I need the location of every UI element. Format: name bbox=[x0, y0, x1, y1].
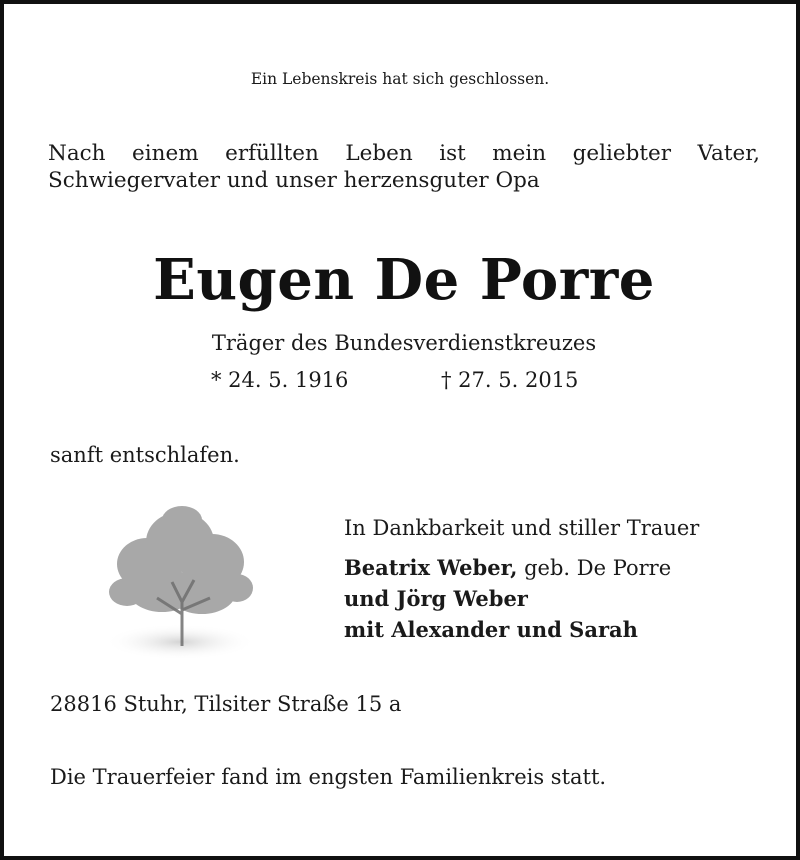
honor-title: Träger des Bundesverdienstkreuzes bbox=[211, 331, 597, 355]
mourner-1 bbox=[344, 555, 671, 580]
thanks-line: In Dankbarkeit und stiller Trauer bbox=[344, 516, 700, 540]
deceased-name: Eugen De Porre bbox=[153, 247, 655, 313]
mourner-1-rest: geb. De Porre bbox=[517, 556, 672, 580]
mourner-2: und Jörg Weber bbox=[344, 586, 528, 611]
closing-phrase: sanft entschlafen. bbox=[50, 443, 240, 467]
intro-text bbox=[48, 140, 760, 194]
tree-icon bbox=[102, 502, 258, 674]
mourner-3: mit Alexander und Sarah bbox=[344, 617, 638, 642]
funeral-note: Die Trauerfeier fand im engsten Familienkreis statt. bbox=[50, 765, 607, 789]
death-date: † 27. 5. 2015 bbox=[441, 368, 579, 392]
intro-line-2: Schwiegervater und unser herzensguter Opa bbox=[48, 168, 540, 193]
intro-line-1: Nach einem erfüllten Leben ist mein geliebter Vater, bbox=[48, 141, 760, 166]
motto: Ein Lebenskreis hat sich geschlossen. bbox=[250, 70, 550, 88]
mourner-1-name: Beatrix Weber, bbox=[344, 555, 518, 580]
address: 28816 Stuhr, Tilsiter Straße 15 a bbox=[50, 692, 402, 716]
birth-date: * 24. 5. 1916 bbox=[211, 368, 349, 392]
